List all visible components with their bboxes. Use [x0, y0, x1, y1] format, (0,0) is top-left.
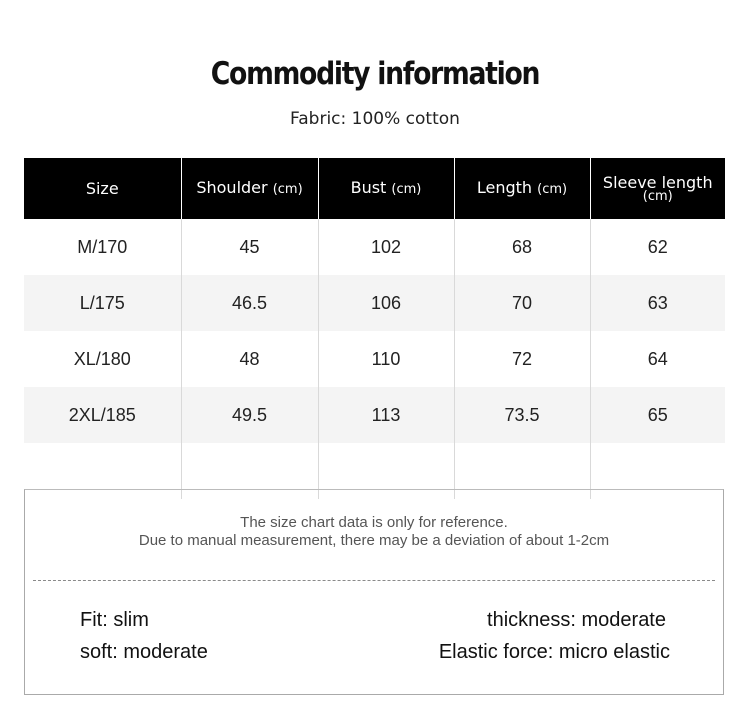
cell-size: 2XL/185	[24, 387, 181, 443]
fabric-info: Fabric: 100% cotton	[290, 109, 460, 129]
header-length	[454, 158, 590, 219]
cell-shoulder: 46.5	[181, 275, 318, 331]
fit-attribute: Fit: slim	[80, 609, 149, 631]
table-row	[24, 331, 725, 387]
table-row	[24, 275, 725, 331]
size-chart-table	[24, 158, 725, 499]
table-header-row	[24, 158, 725, 219]
cell-shoulder: 49.5	[181, 387, 318, 443]
notes-panel	[24, 489, 724, 695]
header-bust	[318, 158, 454, 219]
thickness-attribute: thickness: moderate	[487, 609, 666, 631]
dotted-divider	[33, 580, 715, 581]
header-sleeve-length	[590, 158, 725, 219]
size-disclaimer	[25, 514, 723, 550]
cell-size: M/170	[24, 219, 181, 275]
page-title: Commodity information	[210, 56, 540, 92]
cell-length: 70	[454, 275, 590, 331]
header-size	[24, 158, 181, 219]
cell-length: 73.5	[454, 387, 590, 443]
disclaimer-line: The size chart data is only for reference.	[240, 514, 508, 531]
table-row	[24, 387, 725, 443]
cell-bust: 113	[318, 387, 454, 443]
cell-sleeve-length: 65	[590, 387, 725, 443]
header-sleeve-length-label: Sleeve length	[602, 172, 713, 192]
header-length-unit: (cm)	[537, 182, 568, 197]
header-bust-label: Bust	[350, 178, 387, 197]
disclaimer-line: Due to manual measurement, there may be a deviation of about 1-2cm	[138, 532, 610, 549]
cell-length: 72	[454, 331, 590, 387]
table-row	[24, 219, 725, 275]
header-shoulder-label: Shoulder	[196, 178, 268, 197]
header-sleeve-length-unit: (cm)	[642, 188, 673, 204]
cell-sleeve-length: 64	[647, 348, 668, 369]
softness-attribute: soft: moderate	[80, 641, 208, 663]
cell-bust: 102	[318, 219, 454, 275]
cell-bust: 106	[318, 275, 454, 331]
cell-length: 68	[454, 219, 590, 275]
cell-sleeve-length: 63	[590, 275, 725, 331]
header-shoulder-unit: (cm)	[272, 182, 303, 197]
cell-shoulder: 45	[181, 219, 318, 275]
elasticity-attribute: Elastic force: micro elastic	[438, 641, 670, 663]
cell-size: XL/180	[24, 331, 181, 387]
cell-bust: 110	[318, 331, 454, 387]
header-size-label: Size	[85, 179, 119, 198]
cell-size: L/175	[24, 275, 181, 331]
header-shoulder	[181, 158, 318, 219]
header-length-label: Length	[476, 178, 533, 197]
cell-shoulder: 48	[181, 331, 318, 387]
header-bust-unit: (cm)	[391, 182, 422, 197]
cell-sleeve-length: 62	[647, 236, 668, 257]
